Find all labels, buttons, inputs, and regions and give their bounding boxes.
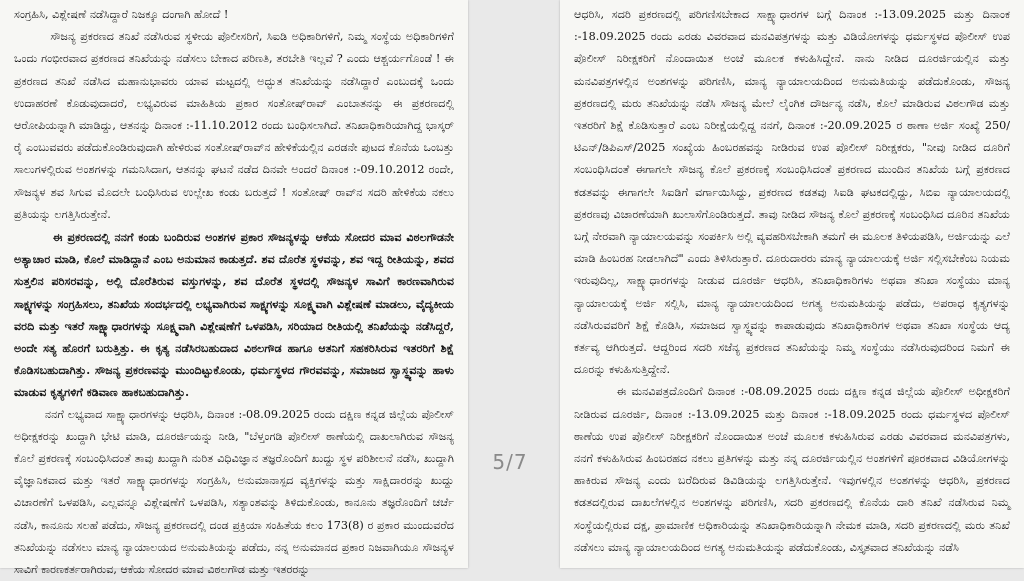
paragraph: ಆಧರಿಸಿ, ಸದರಿ ಪ್ರಕರಣದಲ್ಲಿ ಪರಿಗಣಿಸಬೇಕಾದ ಸಾಕ್ಷ್ಯಾಧಾರಗಳ ಬಗ್ಗೆ ದಿನಾಂಕ :-13.09.2025 ಮತ್ತು ದಿನಾಂಕ :-18.09.2025 ರಂದು ಎರಡು ವಿವರವಾದ ಮನವಿಪತ್ರಗಳನ್ನು ಮತ್ತು ವಿಡಿಯೋಗಳನ್ನು ಧರ್ಮಸ್ಥಳದ ಪೊಲೀಸ್ ಉಪ ಪೊಲೀಸ್ ನಿರೀಕ್ಷಕರಿಗೆ ನೊಂದಾಯಿತ ಅಂಚೆ ಮೂಲಕ ಕಳುಹಿಸಿದ್ದೇನೆ. ನಾನು ನೀಡಿದ ದೂರರ್ಜಿಯಲ್ಲಿನ ಮತ್ತು ಮನವಿಪತ್ರಗಳಲ್ಲಿನ ಅಂಶಗಳನ್ನು ಪರಿಗಣಿಸಿ, ಮಾನ್ಯ ನ್ಯಾಯಾಲಯದಿಂದ ಅನುಮತಿಯನ್ನು ಪಡೆದುಕೊಂಡು, ಸೌಜನ್ಯ ಪ್ರಕರಣದಲ್ಲಿ ಮರು ತನಿಖೆಯನ್ನು ನಡೆಸಿ ಸೌಜನ್ಯ ಮೇಲೆ ಲೈಂಗಿಕ ದೌರ್ಜನ್ಯ ನಡೆಸಿ, ಕೊಲೆ ಮಾಡಿರುವ ವಿಠಲಗೌಡ ಮತ್ತು ಇತರರಿಗೆ ಶಿಕ್ಷೆ ಕೊಡಿಸುತ್ತಾರೆ ಎಂಬ ನಿರೀಕ್ಷೆಯಲ್ಲಿದ್ದ ನನಗೆ, ದಿನಾಂಕ :-20.09.2025 ರ ಠಾಣಾ ಅರ್ಜಿ ಸಂಖ್ಯೆ 250/ಟಿಎನ್/ಡಿಪಿಎಸ್/2025 ಸಂಖ್ಯೆಯ ಹಿಂಬರಹವನ್ನು ನೀಡಿರುವ ಉಪ ಪೊಲೀಸ್ ನಿರೀಕ್ಷಕರು, "ನೀವು ನೀಡಿದ ದೂರಿಗೆ ಸಂಬಂಧಿಸಿದಂತೆ ಈಗಾಗಲೇ ಸೌಜನ್ಯ ಕೊಲೆ ಪ್ರಕರಣಕ್ಕೆ ಸಂಬಂಧಿಸಿದಂತೆ ಪ್ರಕರಣದ ಮುಂದಿನ ತನಿಖೆಯ ಬಗ್ಗೆ ಪ್ರಕರಣದ ಕಡತವನ್ನು ಈಗಾಗಲೇ ಸಿಐಡಿಗೆ ವರ್ಗಾಯಿಸಿದ್ದು, ಪ್ರಕರಣದ ಕಡತವು ಸಿಐಡಿ ಘಟಕದಲ್ಲಿದ್ದು, ಸಿಬಿಐ ನ್ಯಾಯಾಲಯದಲ್ಲಿ ಪ್ರಕರಣವು ವಿಚಾರಣೆಯಾಗಿ ಖುಲಾಸೆಗೊಂಡಿರುತ್ತದೆ. ತಾವು ನೀಡಿದ ಸೌಜನ್ಯ ಕೊಲೆ ಪ್ರಕರಣಕ್ಕೆ ಸಂಬಂಧಿಸಿದ ದೂರಿನ ತನಿಖೆಯ ಬಗ್ಗೆ ನೇರವಾಗಿ ನ್ಯಾಯಾಲಯವನ್ನು ಸಂಪರ್ಕಿಸಿ ಅಲ್ಲಿ ವ್ಯವಹರಿಸಬೇಕಾಗಿ ತಮಗೆ ಈ ಮೂಲಕ ತಿಳಿಯಪಡಿಸಿ, ಅರ್ಜಿಯನ್ನು ಎಲೆ ಮಾಡಿ ಹಿಂಬರಹ ನೀಡಲಾಗಿದೆ" ಎಂದು ತಿಳಿಸಿರುತ್ತಾರೆ. ದೂರುದಾರರು ಮಾನ್ಯ ನ್ಯಾಯಾಲಯಕ್ಕೆ ಅರ್ಜಿ ಸಲ್ಲಿಸಬೇಕೆಂಬ ನಿಯಮ ಇರುವುದಿಲ್ಲ, ಸಾಕ್ಷ್ಯಾಧಾರಗಳನ್ನು ನೀಡುವ ದೂರರ್ಜಿ ಆಧರಿಸಿ, ತನಿಖಾಧಿಕಾರಿಗಳು ಅಥವಾ ತನಿಖಾ ಸಂಸ್ಥೆಯು ಮಾನ್ಯ ನ್ಯಾಯಾಲಯಕ್ಕೆ ಅರ್ಜಿ ಸಲ್ಲಿಸಿ, ಮಾನ್ಯ ನ್ಯಾಯಾಲಯದಿಂದ ಅಗತ್ಯ ಅನುಮತಿಯನ್ನು ಪಡೆದು, ಅಪರಾಧ ಕೃತ್ಯಗಳನ್ನು ನಡೆಸಿರುವವರಿಗೆ ಶಿಕ್ಷೆ ಕೊಡಿಸಿ, ಸಮಾಜದ ಸ್ವಾಸ್ಥ್ಯವನ್ನು ಕಾಪಾಡುವುದು ತನಿಖಾಧಿಕಾರಿಗಳ ಅಥವಾ ತನಿಖಾ ಸಂಸ್ಥೆಯ ಆದ್ಯ ಕರ್ತವ್ಯ ಆಗಿರುತ್ತದೆ. ಆದ್ದರಿಂದ ಸದರಿ ಸಜೆನ್ಯ ಪ್ರಕರಣದ ತನಿಖೆಯನ್ನು ನಿಮ್ಮ ಸಂಸ್ಥೆಯು ನಡೆಸಿರುವುದರಿಂದ ನಿಮಗೆ ಈ ದೂರನ್ನು ಕಳುಹಿಸುತ್ತಿದ್ದೇನೆ. xyxy=(574,8,1014,377)
paragraph: ನನಗೆ ಲಭ್ಯವಾದ ಸಾಕ್ಷ್ಯಾಧಾರಗಳನ್ನು ಆಧರಿಸಿ, ದಿನಾಂಕ :-08.09.2025 ರಂದು ದಕ್ಷಿಣ ಕನ್ನಡ ಜಿಲ್ಲೆಯ ಪೊಲೀಸ್ ಅಧೀಕ್ಷಕರನ್ನು ಖುದ್ದಾಗಿ ಭೇಟಿ ಮಾಡಿ, ದೂರರ್ಜಿಯನ್ನು ನೀಡಿ, "ಬೆಳ್ತಂಗಡಿ ಪೊಲೀಸ್ ಠಾಣೆಯಲ್ಲಿ ದಾಖಲಾಗಿರುವ ಸೌಜನ್ಯ ಕೊಲೆ ಪ್ರಕರಣಕ್ಕೆ ಸಂಬಂಧಿಸಿದಂತೆ ತಾವು ಖುದ್ದಾಗಿ ನುರಿತ ವಿಧಿವಿಜ್ಞಾನ ತಜ್ಞರೊಂದಿಗೆ ಖುದ್ದು ಸ್ಥಳ ಪರಿಶೀಲನೆ ನಡೆಸಿ, ಖುದ್ದಾಗಿ ವೈಜ್ಞಾನಿಕವಾದ ಮತ್ತು ಇತರೆ ಸಾಕ್ಷ್ಯಾಧಾರಗಳನ್ನು ಸಂಗ್ರಹಿಸಿ, ಅನುಮಾನಾಸ್ಪದ ವ್ಯಕ್ತಿಗಳನ್ನು ಮತ್ತು ಸಾಕ್ಷಿದಾರರನ್ನು ಖುದ್ದು ವಿಚಾರಣೆಗೆ ಒಳಪಡಿಸಿ, ಎಲ್ಲವನ್ನೂ ವಿಶ್ಲೇಷಣೆಗೆ ಒಳಪಡಿಸಿ, ಸತ್ಯಾಂಶವನ್ನು ತಿಳಿದುಕೊಂಡು, ಕಾನೂನು ತಜ್ಞರೊಂದಿಗೆ ಚರ್ಚೆ ನಡೆಸಿ, ಕಾನೂನು ಸಲಹೆ ಪಡೆದು, ಸೌಜನ್ಯ ಪ್ರಕರಣದಲ್ಲಿ ದಂಡ ಪ್ರಕ್ರಿಯಾ ಸಂಹಿತೆಯ ಕಲಂ 173(8) ರ ಪ್ರಕಾರ ಮುಂದುವರೆದ ತನಿಖೆಯನ್ನು ನಡೆಸಲು ಮಾನ್ಯ ನ್ಯಾಯಾಲಯದ ಅನುಮತಿಯನ್ನು ಪಡೆದು, ನನ್ನ ಅನುಮಾನದ ಪ್ರಕಾರ ನಿಜವಾಗಿಯೂ ಸೌಜನ್ಯಳ ಸಾವಿಗೆ ಕಾರಣಕರ್ತರಾಗಿರುವ, ಆಕೆಯ ಸೋದರ ಮಾವ ವಿಠಲಗೌಡ ಮತ್ತು ಇತರರನ್ನು xyxy=(14,407,458,577)
page-indicator: 5/7 xyxy=(492,450,528,474)
paragraph: ಸಂಗ್ರಹಿಸಿ, ವಿಶ್ಲೇಷಣೆ ನಡೆಸಿದ್ದಾರೆ ನಿಜಕ್ಕೂ ದಂಗಾಗಿ ಹೋದೆ ! xyxy=(14,8,229,21)
paragraph: ಸೌಜನ್ಯ ಪ್ರಕರಣದ ತನಿಖೆ ನಡೆಸಿರುವ ಸ್ಥಳೀಯ ಪೊಲೀಸರಿಗೆ, ಸಿಐಡಿ ಅಧಿಕಾರಿಗಳಿಗೆ, ನಿಮ್ಮ ಸಂಸ್ಥೆಯ ಅಧಿಕಾರಿಗಳಿಗೆ ಒಂದು ಗಂಭೀರವಾದ ಪ್ರಕರಣದ ತನಿಖೆಯನ್ನು ನಡೆಸಲು ಬೇಕಾದ ಪರಿಣತಿ, ತರಬೇತಿ ಇಲ್ಲವೆ ? ಎಂದು ಆಶ್ಚರ್ಯಗೊಂಡೆ ! ಈ ಪ್ರಕರಣದ ತನಿಖೆ ನಡೆಸಿದ ಮಹಾನುಭಾವರು ಯಾವ ಮಟ್ಟದಲ್ಲಿ ಅದ್ಭುತ ತನಿಖೆಯನ್ನು ನಡೆಸಿದ್ದಾರೆ ಎಂಬುದಕ್ಕೆ ಒಂದು ಉದಾಹರಣೆ ಕೊಡುವುದಾದರೆ, ಲಭ್ಯವಿರುವ ಮಾಹಿತಿಯ ಪ್ರಕಾರ ಸಂತೋಷ್‌ರಾವ್ ಎಂಬಾತನನ್ನು ಈ ಪ್ರಕರಣದಲ್ಲಿ ಆರೋಪಿಯನ್ನಾಗಿ ಮಾಡಿದ್ದು, ಆತನನ್ನು ದಿನಾಂಕ :-11.10.2012 ರಂದು ಬಂಧಿಸಲಾಗಿದೆ. ತನಿಖಾಧಿಕಾರಿಯಾಗಿದ್ದ ಭಾಸ್ಕರ್ ರೈ ಎಂಬುವವರು ಪಡೆದುಕೊಂಡಿರುವುದಾಗಿ ಹೇಳಿರುವ ಸಂತೋಷ್‌ರಾವ್‌ನ ಹೇಳಿಕೆಯಲ್ಲಿನ ಎರಡನೇ ಪುಟದ ಕೊನೆಯ ಒಂಬತ್ತು ಸಾಲುಗಳಲ್ಲಿರುವ ಅಂಶಗಳನ್ನು ಗಮನಿಸಿದಾಗ, ಆತನನ್ನು ಘಟನೆ ನಡೆದ ದಿನವೇ ಅಂದರೆ ದಿನಾಂಕ :-09.10.2012 ರಂದೇ, ಸೌಜನ್ಯಳ ಶವ ಸಿಗುವ ಮೊದಲೇ ಬಂಧಿಸಿರುವ ಉಲ್ಲೇಖ ಕಂಡು ಬರುತ್ತದೆ ! ಸಂತೋಷ್ ರಾವ್‌ನ ಸದರಿ ಹೇಳಿಕೆಯ ನಕಲು ಪ್ರತಿಯನ್ನು ಲಗತ್ತಿಸಿರುತ್ತೇನೆ. xyxy=(14,30,458,221)
document-page-left xyxy=(0,0,468,577)
document-page-right xyxy=(560,0,1024,568)
paragraph: ಈ ಮನವಿಪತ್ರದೊಂದಿಗೆ ದಿನಾಂಕ :-08.09.2025 ರಂದು ದಕ್ಷಿಣ ಕನ್ನಡ ಜಿಲ್ಲೆಯ ಪೊಲೀಸ್ ಅಧೀಕ್ಷಕರಿಗೆ ನೀಡಿರುವ ದೂರರ್ಜಿ, ದಿನಾಂಕ :-13.09.2025 ಮತ್ತು ದಿನಾಂಕ :-18.09.2025 ರಂದು ಧರ್ಮಸ್ಥಳದ ಪೊಲೀಸ್ ಠಾಣೆಯ ಉಪ ಪೊಲೀಸ್ ನಿರೀಕ್ಷಕರಿಗೆ ನೊಂದಾಯಿತ ಅಂಚೆ ಮೂಲಕ ಕಳುಹಿಸಿರುವ ಎರಡು ವಿವರವಾದ ಮನವಿಪತ್ರಗಳು, ನನಗೆ ಕಳುಹಿಸಿರುವ ಹಿಂಬರಹದ ನಕಲು ಪ್ರತಿಗಳನ್ನು ಮತ್ತು ನನ್ನ ದೂರರ್ಜಿಯಲ್ಲಿನ ಅಂಶಗಳಿಗೆ ಪೂರಕವಾದ ವಿಡಿಯೋಗಳನ್ನು ಹಾಕಿರುವ ಸೌಜನ್ಯ ಎಂದು ಬರೆದಿರುವ ಡಿವಿಡಿಯನ್ನು ಲಗತ್ತಿಸಿರುತ್ತೇನೆ. ಇವುಗಳಲ್ಲಿನ ಅಂಶಗಳನ್ನು ಆಧರಿಸಿ, ಪ್ರಕರಣದ ಕಡತದಲ್ಲಿರುವ ದಾಖಲೆಗಳಲ್ಲಿನ ಅಂಶಗಳನ್ನು ಪರಿಗಣಿಸಿ, ಸದರಿ ಪ್ರಕರಣದಲ್ಲಿ ಕೊನೆಯ ದಾರಿ ತನಿಖೆ ನಡೆಸಿರುವ ನಿಮ್ಮ ಸಂಸ್ಥೆಯಲ್ಲಿರುವ ದಕ್ಷ, ಪ್ರಾಮಾಣಿಕ ಅಧಿಕಾರಿಯನ್ನು ತನಿಖಾಧಿಕಾರಿಯನ್ನಾಗಿ ನೇಮಕ ಮಾಡಿ, ಸದರಿ ಪ್ರಕರಣದಲ್ಲಿ ಮರು ತನಿಖೆ ನಡೆಸಲು ಮಾನ್ಯ ನ್ಯಾಯಾಲಯದಿಂದ ಅಗತ್ಯ ಅನುಮತಿಯನ್ನು ಪಡೆದುಕೊಂಡು, ವಿಸ್ತೃತವಾದ ತನಿಖೆಯನ್ನು ನಡೆಸಿ xyxy=(574,385,1014,554)
paragraph-bold: ಈ ಪ್ರಕರಣದಲ್ಲಿ ನನಗೆ ಕಂಡು ಬಂದಿರುವ ಅಂಶಗಳ ಪ್ರಕಾರ ಸೌಜನ್ಯಳನ್ನು ಆಕೆಯ ಸೋದರ ಮಾವ ವಿಠಲಗೌಡನೇ ಅತ್ಯಾಚಾರ ಮಾಡಿ, ಕೊಲೆ ಮಾಡಿದ್ದಾನೆ ಎಂಬ ಅನುಮಾನ ಕಾಡುತ್ತದೆ. ಶವ ದೊರೆತ ಸ್ಥಳವನ್ನು, ಶವ ಇದ್ದ ರೀತಿಯನ್ನು, ಶವದ ಸುತ್ತಲಿನ ಪರಿಸರವನ್ನು, ಅಲ್ಲಿ ದೊರೆತಿರುವ ವಸ್ತುಗಳನ್ನು, ಶವ ದೊರೆತ ಸ್ಥಳದಲ್ಲಿ ಸೌಜನ್ಯಳ ಸಾವಿಗೆ ಕಾರಣವಾಗಿರುವ ಸಾಕ್ಷ್ಯಗಳನ್ನು ಸಂಗ್ರಹಿಸಲು, ತನಿಖೆಯ ಸಂದರ್ಭದಲ್ಲಿ ಲಭ್ಯವಾಗಿರುವ ಸಾಕ್ಷ್ಯಗಳನ್ನು ಸೂಕ್ಷ್ಮವಾಗಿ ವಿಶ್ಲೇಷಣೆ ಮಾಡಲು, ವೈದ್ಯಕೀಯ ವರದಿ ಮತ್ತು ಇತರೆ ಸಾಕ್ಷ್ಯಾಧಾರಗಳನ್ನು ಸೂಕ್ಷ್ಮವಾಗಿ ವಿಶ್ಲೇಷಣೆಗೆ ಒಳಪಡಿಸಿ, ಸರಿಯಾದ ರೀತಿಯಲ್ಲಿ ತನಿಖೆಯನ್ನು ನಡೆಸಿದ್ದರೆ, ಅಂದೇ ಸತ್ಯ ಹೊರಗೆ ಬರುತ್ತಿತ್ತು. ಈ ಕೃತ್ಯ ನಡೆಸಿರಬಹುದಾದ ವಿಠಲಗೌಡ ಹಾಗೂ ಆತನಿಗೆ ಸಹಕರಿಸಿರುವ ಇತರರಿಗೆ ಶಿಕ್ಷೆ ಕೊಡಿಸಬಹುದಾಗಿತ್ತು. ಸೌಜನ್ಯ ಪ್ರಕರಣವನ್ನು ಮುಂದಿಟ್ಟುಕೊಂಡು, ಧರ್ಮಸ್ಥಳದ ಗೌರವವನ್ನು, ಸಮಾಜದ ಸ್ವಾಸ್ಥ್ಯವನ್ನು ಹಾಳು ಮಾಡುವ ಕೃತ್ಯಗಳಿಗೆ ಕಡಿವಾಣ ಹಾಕಬಹುದಾಗಿತ್ತು. xyxy=(14,230,458,400)
